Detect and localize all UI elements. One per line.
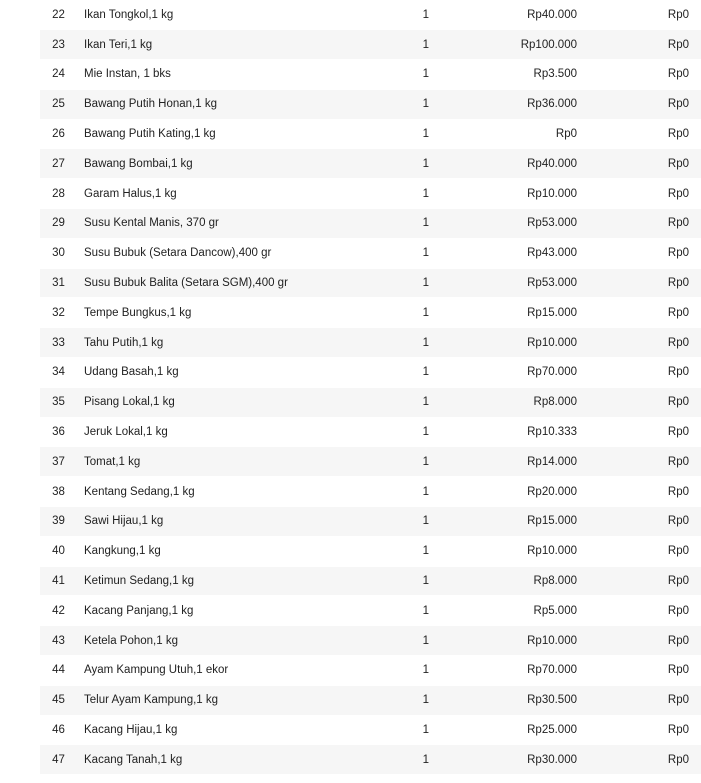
row-number: 41 [40, 566, 77, 596]
row-number: 43 [40, 626, 77, 656]
total-price: Rp0 [577, 596, 701, 626]
total-price: Rp0 [577, 626, 701, 656]
quantity: 1 [384, 238, 429, 268]
table-row [40, 60, 701, 90]
price-table-body [40, 0, 701, 775]
quantity: 1 [384, 60, 429, 90]
table-row [40, 238, 701, 268]
row-number: 44 [40, 656, 77, 686]
row-number: 45 [40, 685, 77, 715]
quantity: 1 [384, 209, 429, 239]
item-name: Kacang Hijau,1 kg [77, 715, 384, 745]
row-number: 33 [40, 328, 77, 358]
table-row [40, 209, 701, 239]
quantity: 1 [384, 507, 429, 537]
unit-price: Rp10.000 [429, 626, 577, 656]
table-row [40, 179, 701, 209]
total-price: Rp0 [577, 745, 701, 775]
total-price: Rp0 [577, 536, 701, 566]
quantity: 1 [384, 387, 429, 417]
total-price: Rp0 [577, 715, 701, 745]
unit-price: Rp30.000 [429, 745, 577, 775]
table-row [40, 358, 701, 388]
total-price: Rp0 [577, 477, 701, 507]
row-number: 47 [40, 745, 77, 775]
table-row [40, 89, 701, 119]
item-name: Pisang Lokal,1 kg [77, 387, 384, 417]
item-name: Bawang Putih Honan,1 kg [77, 89, 384, 119]
total-price: Rp0 [577, 89, 701, 119]
unit-price: Rp14.000 [429, 447, 577, 477]
item-name: Kangkung,1 kg [77, 536, 384, 566]
item-name: Garam Halus,1 kg [77, 179, 384, 209]
table-row [40, 656, 701, 686]
total-price: Rp0 [577, 60, 701, 90]
price-table-container [40, 0, 689, 775]
quantity: 1 [384, 447, 429, 477]
row-number: 34 [40, 358, 77, 388]
total-price: Rp0 [577, 209, 701, 239]
quantity: 1 [384, 328, 429, 358]
quantity: 1 [384, 298, 429, 328]
item-name: Mie Instan, 1 bks [77, 60, 384, 90]
row-number: 28 [40, 179, 77, 209]
item-name: Bawang Bombai,1 kg [77, 149, 384, 179]
row-number: 24 [40, 60, 77, 90]
row-number: 37 [40, 447, 77, 477]
total-price: Rp0 [577, 387, 701, 417]
total-price: Rp0 [577, 179, 701, 209]
quantity: 1 [384, 0, 429, 30]
unit-price: Rp10.333 [429, 417, 577, 447]
table-row [40, 417, 701, 447]
item-name: Tomat,1 kg [77, 447, 384, 477]
total-price: Rp0 [577, 358, 701, 388]
quantity: 1 [384, 566, 429, 596]
table-row [40, 596, 701, 626]
quantity: 1 [384, 656, 429, 686]
quantity: 1 [384, 89, 429, 119]
item-name: Ikan Tongkol,1 kg [77, 0, 384, 30]
quantity: 1 [384, 268, 429, 298]
table-row [40, 268, 701, 298]
total-price: Rp0 [577, 656, 701, 686]
total-price: Rp0 [577, 298, 701, 328]
unit-price: Rp36.000 [429, 89, 577, 119]
item-name: Bawang Putih Kating,1 kg [77, 119, 384, 149]
unit-price: Rp10.000 [429, 179, 577, 209]
total-price: Rp0 [577, 447, 701, 477]
quantity: 1 [384, 417, 429, 447]
quantity: 1 [384, 536, 429, 566]
item-name: Ketela Pohon,1 kg [77, 626, 384, 656]
total-price: Rp0 [577, 417, 701, 447]
row-number: 38 [40, 477, 77, 507]
total-price: Rp0 [577, 268, 701, 298]
quantity: 1 [384, 745, 429, 775]
table-row [40, 566, 701, 596]
total-price: Rp0 [577, 328, 701, 358]
table-row [40, 715, 701, 745]
unit-price: Rp53.000 [429, 209, 577, 239]
table-row [40, 119, 701, 149]
unit-price: Rp15.000 [429, 298, 577, 328]
row-number: 30 [40, 238, 77, 268]
quantity: 1 [384, 685, 429, 715]
table-row [40, 447, 701, 477]
unit-price: Rp40.000 [429, 149, 577, 179]
item-name: Ikan Teri,1 kg [77, 30, 384, 60]
table-row [40, 477, 701, 507]
quantity: 1 [384, 119, 429, 149]
quantity: 1 [384, 358, 429, 388]
item-name: Tahu Putih,1 kg [77, 328, 384, 358]
table-row [40, 745, 701, 775]
table-row [40, 149, 701, 179]
row-number: 22 [40, 0, 77, 30]
unit-price: Rp70.000 [429, 358, 577, 388]
item-name: Kacang Panjang,1 kg [77, 596, 384, 626]
table-row [40, 328, 701, 358]
total-price: Rp0 [577, 507, 701, 537]
item-name: Udang Basah,1 kg [77, 358, 384, 388]
quantity: 1 [384, 596, 429, 626]
total-price: Rp0 [577, 566, 701, 596]
item-name: Sawi Hijau,1 kg [77, 507, 384, 537]
item-name: Ayam Kampung Utuh,1 ekor [77, 656, 384, 686]
unit-price: Rp53.000 [429, 268, 577, 298]
table-row [40, 507, 701, 537]
unit-price: Rp0 [429, 119, 577, 149]
quantity: 1 [384, 149, 429, 179]
unit-price: Rp3.500 [429, 60, 577, 90]
unit-price: Rp10.000 [429, 536, 577, 566]
item-name: Ketimun Sedang,1 kg [77, 566, 384, 596]
unit-price: Rp70.000 [429, 656, 577, 686]
unit-price: Rp8.000 [429, 387, 577, 417]
item-name: Susu Bubuk Balita (Setara SGM),400 gr [77, 268, 384, 298]
row-number: 23 [40, 30, 77, 60]
unit-price: Rp100.000 [429, 30, 577, 60]
row-number: 40 [40, 536, 77, 566]
total-price: Rp0 [577, 30, 701, 60]
unit-price: Rp30.500 [429, 685, 577, 715]
quantity: 1 [384, 477, 429, 507]
total-price: Rp0 [577, 238, 701, 268]
unit-price: Rp15.000 [429, 507, 577, 537]
row-number: 46 [40, 715, 77, 745]
unit-price: Rp25.000 [429, 715, 577, 745]
row-number: 27 [40, 149, 77, 179]
quantity: 1 [384, 30, 429, 60]
item-name: Kentang Sedang,1 kg [77, 477, 384, 507]
unit-price: Rp10.000 [429, 328, 577, 358]
row-number: 42 [40, 596, 77, 626]
item-name: Kacang Tanah,1 kg [77, 745, 384, 775]
unit-price: Rp20.000 [429, 477, 577, 507]
unit-price: Rp5.000 [429, 596, 577, 626]
table-row [40, 30, 701, 60]
table-row [40, 626, 701, 656]
row-number: 26 [40, 119, 77, 149]
price-table [40, 0, 701, 775]
row-number: 36 [40, 417, 77, 447]
item-name: Susu Bubuk (Setara Dancow),400 gr [77, 238, 384, 268]
row-number: 35 [40, 387, 77, 417]
total-price: Rp0 [577, 685, 701, 715]
row-number: 25 [40, 89, 77, 119]
unit-price: Rp8.000 [429, 566, 577, 596]
table-row [40, 387, 701, 417]
table-row [40, 298, 701, 328]
table-row [40, 685, 701, 715]
item-name: Telur Ayam Kampung,1 kg [77, 685, 384, 715]
table-row [40, 536, 701, 566]
row-number: 32 [40, 298, 77, 328]
row-number: 31 [40, 268, 77, 298]
total-price: Rp0 [577, 149, 701, 179]
item-name: Susu Kental Manis, 370 gr [77, 209, 384, 239]
total-price: Rp0 [577, 119, 701, 149]
total-price: Rp0 [577, 0, 701, 30]
row-number: 29 [40, 209, 77, 239]
unit-price: Rp40.000 [429, 0, 577, 30]
row-number: 39 [40, 507, 77, 537]
quantity: 1 [384, 179, 429, 209]
item-name: Tempe Bungkus,1 kg [77, 298, 384, 328]
table-row [40, 0, 701, 30]
quantity: 1 [384, 626, 429, 656]
unit-price: Rp43.000 [429, 238, 577, 268]
quantity: 1 [384, 715, 429, 745]
item-name: Jeruk Lokal,1 kg [77, 417, 384, 447]
